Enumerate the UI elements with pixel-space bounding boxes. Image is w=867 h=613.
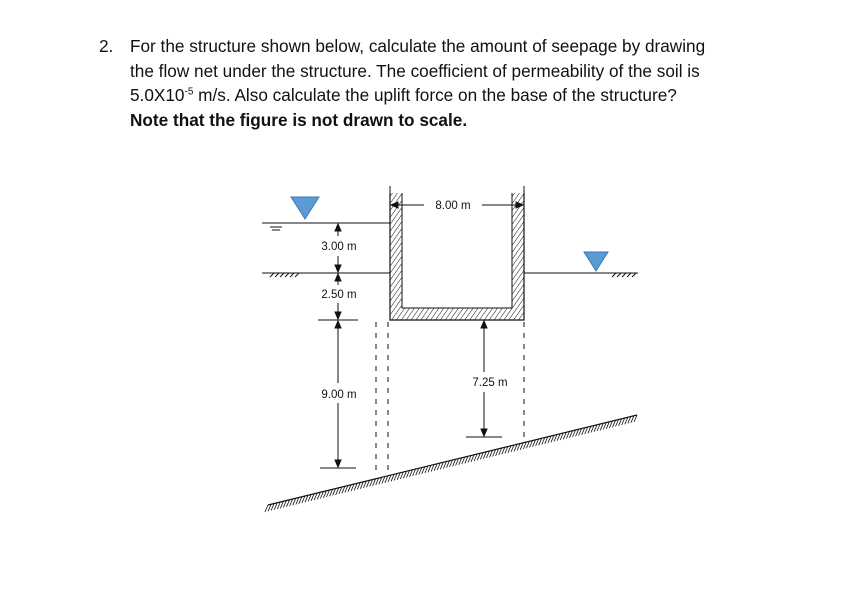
- downstream-water-triangle-icon: [584, 252, 608, 271]
- impervious-hatch-tick: [265, 505, 268, 512]
- upstream-ground-line: [262, 273, 390, 277]
- scale-note: Note that the figure is not drawn to scale.: [130, 109, 468, 130]
- left-dimension-chain: [318, 224, 358, 468]
- impervious-layer: [265, 415, 637, 512]
- width-label: 8.00 m: [435, 200, 471, 212]
- permeability-value: 5.0X10: [130, 85, 185, 105]
- upstream-water-triangle-icon: [291, 197, 319, 219]
- question-line-2: the flow net under the structure. The coefficient of permeability of the soil is: [130, 60, 700, 81]
- question-line-1: For the structure shown below, calculate the amount of seepage by drawing: [130, 36, 706, 56]
- permeability-exponent: -5: [184, 86, 194, 98]
- upstream-water-level: [262, 223, 390, 230]
- question-number: 2.: [99, 36, 114, 56]
- left-soil-depth-label: 9.00 m: [321, 389, 357, 401]
- right-soil-depth-label: 7.25 m: [472, 377, 508, 389]
- water-depth-label: 3.00 m: [321, 241, 357, 253]
- wall-projection-lines: [376, 322, 524, 474]
- downstream-ground-line: [524, 273, 638, 277]
- embedment-depth-label: 2.50 m: [321, 289, 357, 301]
- concrete-structure: [390, 193, 524, 320]
- question-line-3-rest: m/s. Also calculate the uplift force on the base of the structure?: [193, 85, 677, 105]
